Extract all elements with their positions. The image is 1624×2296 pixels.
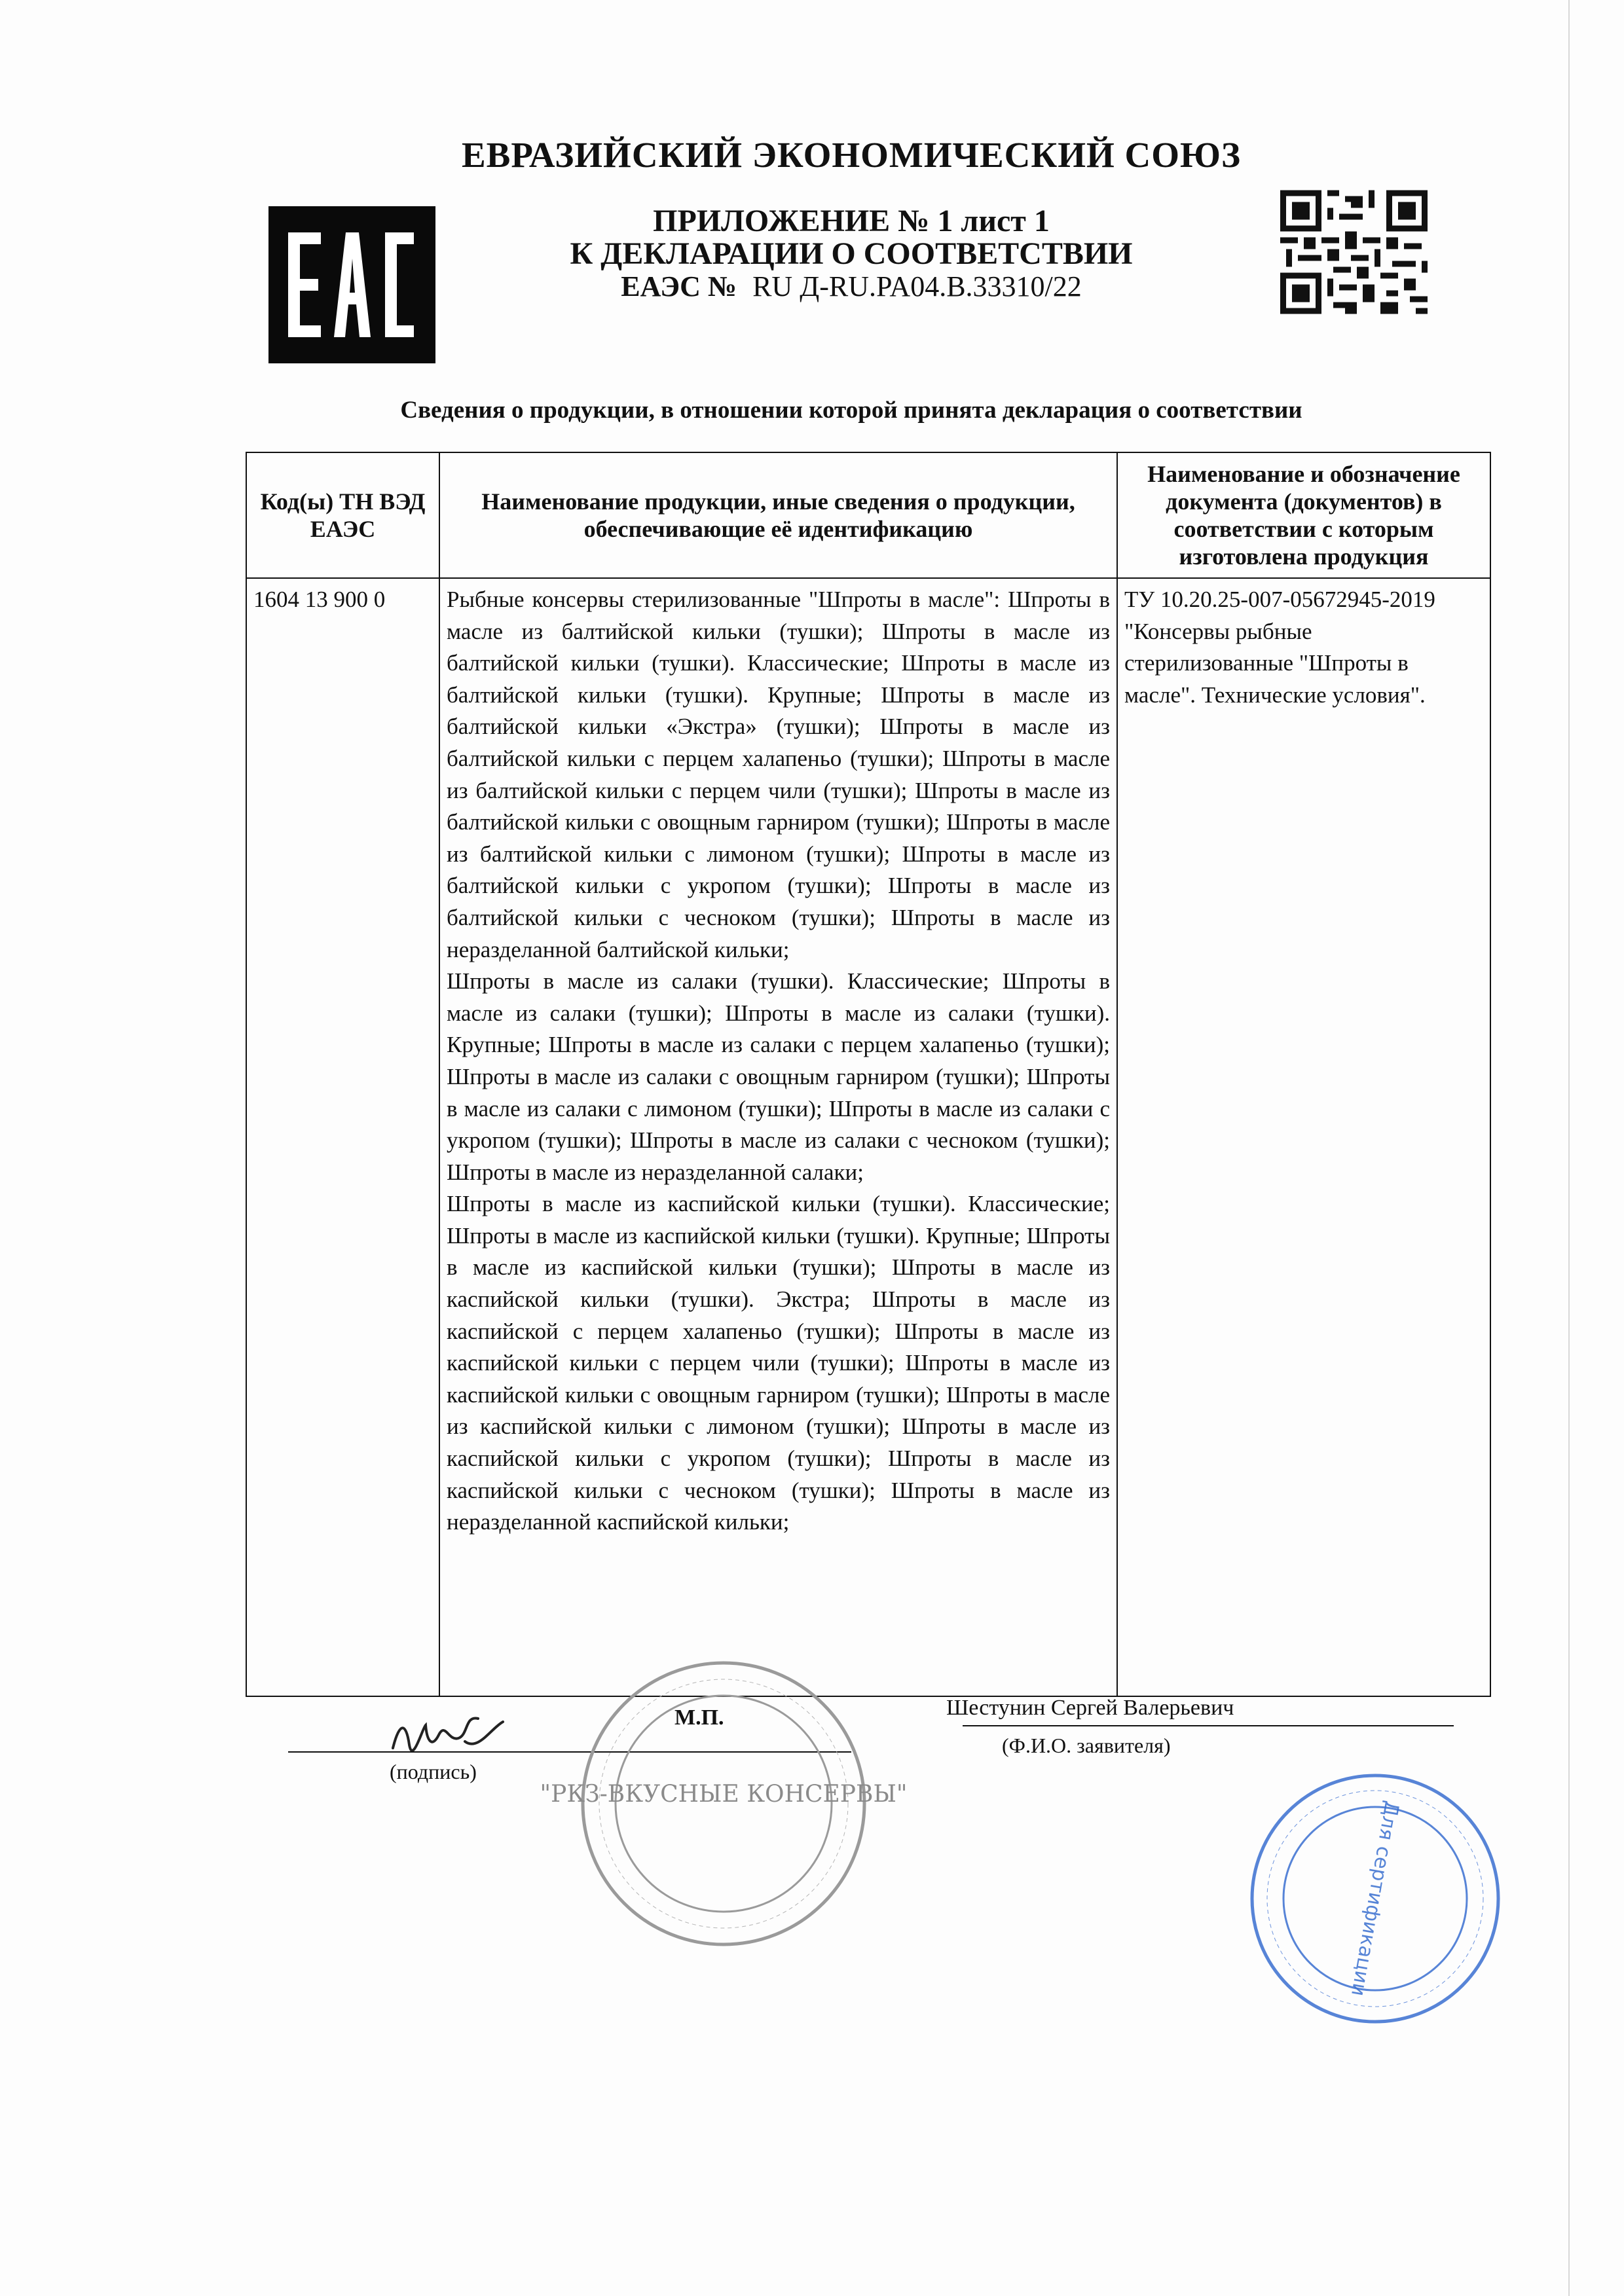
description-caspian: Шпроты в масле из каспийской кильки (тушки). Классические; Шпроты в масле из каспийской кильки (тушки). Крупные; Шпроты в масле из каспийской кильки (тушки); Шпроты в масле из каспийской кильки (тушки). Экстра; Шпроты в масле из каспийской с перцем халапеньо (тушки); Шпроты в масле из каспийской кильки с перцем чили (тушки); Шпроты в масле из каспийской кильки с овощным гарниром (тушки); Шпроты в масле из каспийской кильки с лимоном (тушки); Шпроты в масле из каспийской кильки с укропом (тушки); Шпроты в масле из каспийской кильки с чесноком (тушки); Шпроты в масле из неразделанной каспийской кильки; bbox=[447, 1191, 1110, 1535]
cell-document: ТУ 10.20.25-007-05672945-2019 "Консервы рыбные стерилизованные "Шпроты в масле". Технические условия". bbox=[1117, 578, 1490, 1696]
qr-code-icon bbox=[1280, 190, 1428, 314]
description-baltic: Рыбные консервы стерилизованные "Шпроты в масле": Шпроты в масле из балтийской кильки (тушки); Шпроты в масле из балтийской кильки (тушки). Классические; Шпроты в масле из балтийской кильки (тушки). Крупные; Шпроты в масле из балтийской кильки «Экстра» (тушки); Шпроты в масле из балтийской кильки с перцем халапеньо (тушки); Шпроты в масле из балтийской кильки с перцем чили (тушки); Шпроты в масле из балтийской кильки с овощным гарниром (тушки); Шпроты в масле из балтийской кильки с лимоном (тушки); Шпроты в масле из балтийской кильки с укропом (тушки); Шпроты в масле из балтийской кильки с чесноком (тушки); Шпроты в масле из неразделанной балтийской кильки; bbox=[447, 587, 1110, 962]
company-stamp-icon bbox=[540, 1656, 908, 1951]
cell-description bbox=[439, 578, 1117, 1696]
info-heading: Сведения о продукции, в отношении которой принята декларация о соответствии bbox=[400, 397, 1302, 424]
annex-line: ПРИЛОЖЕНИЕ № 1 лист 1 bbox=[653, 204, 1050, 238]
product-table bbox=[246, 452, 1491, 1697]
name-line bbox=[963, 1725, 1454, 1726]
union-title: ЕВРАЗИЙСКИЙ ЭКОНОМИЧЕСКИЙ СОЮЗ bbox=[461, 135, 1242, 175]
registration-line bbox=[471, 270, 1231, 303]
stamp-right-text: Для сертификации bbox=[1346, 1799, 1403, 1998]
header-product: Наименование продукции, иные сведения о продукции, обеспечивающие её идентификацию bbox=[439, 452, 1117, 578]
signature-label: (подпись) bbox=[390, 1760, 477, 1783]
applicant-name: Шестунин Сергей Валерьевич bbox=[946, 1696, 1234, 1720]
header-document: Наименование и обозначение документа (документов) в соответствии с которым изготовлена продукция bbox=[1117, 452, 1490, 578]
eac-logo bbox=[268, 206, 435, 363]
certification-stamp-icon bbox=[1244, 1768, 1506, 2030]
cell-code: 1604 13 900 0 bbox=[246, 578, 439, 1696]
declaration-line: К ДЕКЛАРАЦИИ О СООТВЕТСТВИИ bbox=[570, 236, 1133, 271]
description-salaka: Шпроты в масле из салаки (тушки). Классические; Шпроты в масле из салаки (тушки); Шпроты в масле из салаки (тушки). Крупные; Шпроты в масле из салаки с перцем халапеньо (тушки); Шпроты в масле из салаки с овощным гарниром (тушки); Шпроты в масле из салаки с лимоном (тушки); Шпроты в масле из салаки с укропом (тушки); Шпроты в масле из салаки с чесноком (тушки); Шпроты в масле из неразделанной салаки; bbox=[447, 968, 1110, 1185]
registration-label: ЕАЭС № bbox=[621, 270, 737, 302]
registration-number: RU Д-RU.PA04.B.33310/22 bbox=[752, 270, 1082, 302]
applicant-fio-label: (Ф.И.О. заявителя) bbox=[1002, 1734, 1171, 1757]
page-fold-line bbox=[1568, 0, 1570, 2296]
header-code: Код(ы) ТН ВЭД ЕАЭС bbox=[246, 452, 439, 578]
eac-mark-icon bbox=[268, 206, 435, 363]
stamp-left-text: "РКЗ-ВКУСНЫЕ КОНСЕРВЫ" bbox=[540, 1781, 908, 1808]
table-row bbox=[246, 578, 1490, 1696]
stamp-place-label: М.П. bbox=[674, 1705, 724, 1730]
signature-mark-icon bbox=[386, 1702, 511, 1768]
table-header-row bbox=[246, 452, 1490, 578]
